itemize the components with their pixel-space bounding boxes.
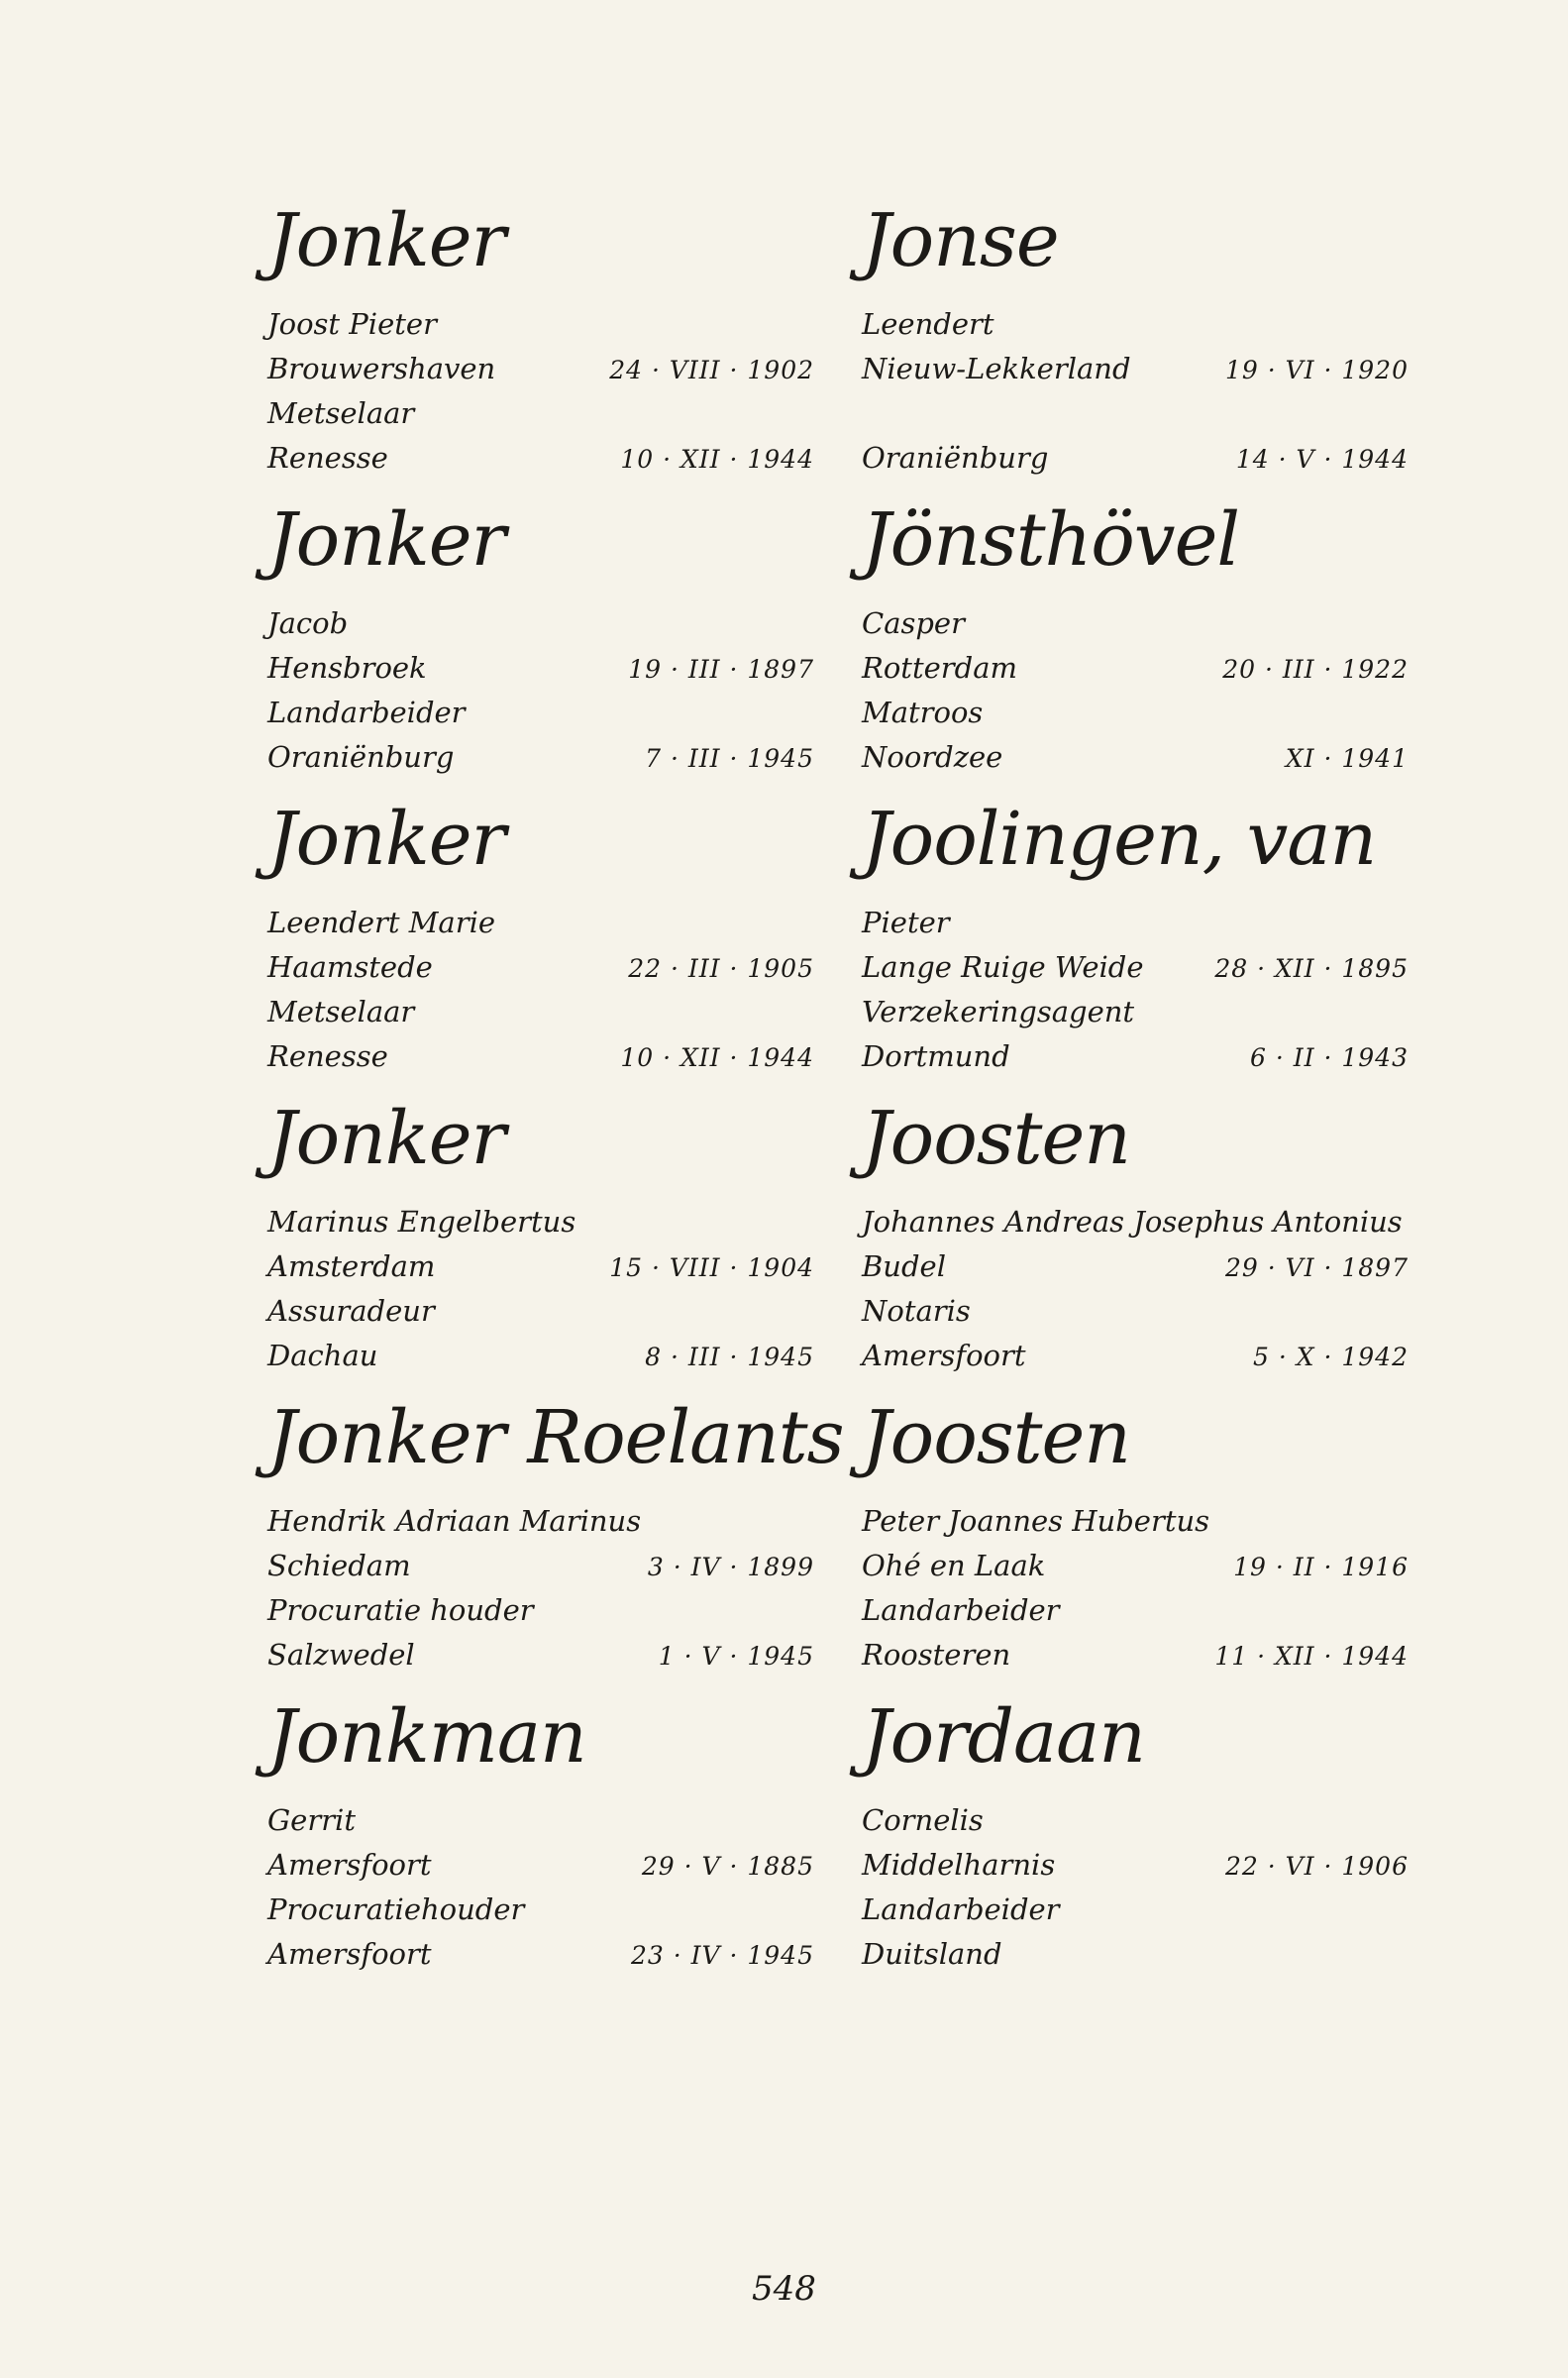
entry-given-names: Leendert [862, 307, 994, 341]
entry-birth-place: Budel [862, 1249, 946, 1283]
entry-occupation: Metselaar [267, 396, 415, 430]
entry-death-date: 11 · XII · 1944 [1214, 1642, 1409, 1671]
entry-death-date: 14 · V · 1944 [1235, 445, 1409, 474]
entry-occupation: Landarbeider [267, 696, 466, 729]
entry-birth-place: Haamstede [267, 950, 433, 984]
entry-given-names-row [267, 901, 822, 945]
entry-death-date: 23 · IV · 1945 [630, 1941, 814, 1970]
entry-death-place: Salzwedel [267, 1638, 415, 1672]
entry-death-row [862, 1334, 1416, 1378]
entry-death-date: XI · 1941 [1285, 744, 1409, 773]
entry-birth-place: Schiedam [267, 1549, 411, 1582]
entry-given-names-row [267, 1798, 822, 1843]
entry-occupation-row [862, 1888, 1416, 1932]
entry-death-date: 6 · II · 1943 [1250, 1043, 1409, 1072]
entry-death-row [862, 1932, 1416, 1977]
entry-surname: Jonker Roelants [267, 1395, 844, 1480]
register-entry [862, 193, 1416, 492]
entry-occupation: Matroos [862, 696, 984, 729]
entry-death-row [267, 735, 822, 780]
entry-surname: Jonker [267, 198, 505, 283]
entry-birth-date: 29 · V · 1885 [641, 1852, 814, 1881]
entry-occupation-row [862, 1588, 1416, 1633]
entry-birth-place: Brouwershaven [267, 352, 496, 385]
entry-death-row [862, 1034, 1416, 1079]
entry-death-row [267, 1334, 822, 1378]
entry-occupation-row [267, 1289, 822, 1334]
entry-occupation: Procuratiehouder [267, 1892, 525, 1926]
entry-death-place: Oraniënburg [862, 441, 1049, 475]
entry-given-names: Marinus Engelbertus [267, 1205, 576, 1239]
entry-surname: Joosten [862, 1096, 1130, 1181]
register-entry [862, 1091, 1416, 1390]
entry-death-place: Dortmund [862, 1039, 1010, 1073]
entry-death-date: 10 · XII · 1944 [620, 445, 814, 474]
entry-birth-row [267, 1843, 822, 1888]
entry-birth-place: Ohé en Laak [862, 1549, 1046, 1582]
entry-given-names: Casper [862, 606, 965, 640]
entry-death-place: Renesse [267, 1039, 388, 1073]
entry-birth-date: 19 · VI · 1920 [1224, 356, 1409, 384]
entry-birth-place: Amsterdam [267, 1249, 436, 1283]
entry-occupation-row [862, 1289, 1416, 1334]
entry-given-names-row [862, 601, 1416, 646]
register-entry [267, 1390, 844, 1689]
entry-occupation-row [862, 990, 1416, 1034]
entry-occupation: Assuradeur [267, 1294, 435, 1328]
entry-death-row [862, 436, 1416, 481]
register-entry [862, 1390, 1416, 1689]
entry-birth-place: Hensbroek [267, 651, 427, 685]
entry-birth-row [267, 1544, 822, 1588]
entry-given-names: Pieter [862, 906, 950, 939]
entry-given-names: Cornelis [862, 1803, 984, 1837]
entry-death-place: Amersfoort [862, 1339, 1026, 1372]
entry-death-place: Oraniënburg [267, 740, 455, 774]
entry-given-names-row [862, 1200, 1416, 1244]
entry-occupation-row [267, 1888, 822, 1932]
register-entry [267, 1091, 822, 1390]
entry-given-names: Gerrit [267, 1803, 356, 1837]
entry-death-place: Dachau [267, 1339, 378, 1372]
entry-birth-row [267, 347, 822, 391]
entry-occupation: Notaris [862, 1294, 971, 1328]
entry-given-names: Joost Pieter [267, 307, 437, 341]
entry-birth-date: 28 · XII · 1895 [1214, 954, 1409, 983]
register-entry [267, 492, 822, 792]
entry-surname: Joolingen, van [862, 797, 1377, 882]
entry-death-place: Renesse [267, 441, 388, 475]
entry-surname: Jönsthövel [862, 497, 1240, 583]
entry-birth-date: 24 · VIII · 1902 [609, 356, 814, 384]
entry-given-names-row [862, 1798, 1416, 1843]
entry-given-names: Jacob [267, 606, 349, 640]
entry-death-place: Roosteren [862, 1638, 1011, 1672]
entry-occupation-row [862, 391, 1416, 436]
entry-birth-row [267, 646, 822, 691]
entry-surname: Jonker [267, 797, 505, 882]
entry-birth-date: 19 · III · 1897 [628, 655, 814, 684]
entry-birth-row [862, 1843, 1416, 1888]
entry-death-row [862, 735, 1416, 780]
entry-given-names-row [267, 601, 822, 646]
register-entry [267, 1689, 822, 1989]
entry-death-row [267, 1034, 822, 1079]
entry-birth-date: 19 · II · 1916 [1233, 1553, 1409, 1581]
entry-death-row [862, 1633, 1416, 1677]
entry-given-names-row [267, 1200, 822, 1244]
entry-birth-date: 3 · IV · 1899 [647, 1553, 814, 1581]
entry-given-names: Hendrik Adriaan Marinus [267, 1504, 642, 1538]
entry-death-row [267, 436, 822, 481]
register-entry [862, 792, 1416, 1091]
entry-occupation-row [267, 990, 822, 1034]
entry-surname: Joosten [862, 1395, 1130, 1480]
entry-occupation: Verzekeringsagent [862, 995, 1135, 1028]
entry-occupation-row [267, 691, 822, 735]
entry-death-date: 7 · III · 1945 [645, 744, 814, 773]
entry-death-date: 1 · V · 1945 [658, 1642, 814, 1671]
entry-birth-row [862, 347, 1416, 391]
entry-birth-date: 29 · VI · 1897 [1224, 1253, 1409, 1282]
entry-birth-place: Rotterdam [862, 651, 1017, 685]
entry-birth-row [862, 1544, 1416, 1588]
entry-surname: Jonker [267, 1096, 505, 1181]
right-column [862, 193, 1416, 1989]
entry-death-place: Noordzee [862, 740, 1003, 774]
entry-birth-date: 22 · VI · 1906 [1224, 1852, 1409, 1881]
left-column [267, 193, 844, 1989]
entry-birth-place: Amersfoort [267, 1848, 432, 1882]
entry-surname: Jonse [862, 198, 1059, 283]
entry-birth-row [862, 646, 1416, 691]
entry-occupation: Metselaar [267, 995, 415, 1028]
entry-given-names: Johannes Andreas Josephus Antonius [862, 1205, 1403, 1239]
entry-birth-place: Middelharnis [862, 1848, 1056, 1882]
register-entry [862, 1689, 1416, 1989]
entry-birth-date: 20 · III · 1922 [1222, 655, 1409, 684]
entry-birth-row [267, 1244, 822, 1289]
entry-death-place: Duitsland [862, 1937, 1002, 1971]
entry-given-names: Peter Joannes Hubertus [862, 1504, 1210, 1538]
entry-birth-place: Lange Ruige Weide [862, 950, 1144, 984]
entry-birth-row [862, 1244, 1416, 1289]
register-entry [267, 193, 822, 492]
entry-birth-row [267, 945, 822, 990]
entry-death-date: 8 · III · 1945 [645, 1343, 814, 1371]
entry-given-names-row [862, 1499, 1416, 1544]
entry-birth-place: Nieuw-Lekkerland [862, 352, 1131, 385]
entry-death-date: 10 · XII · 1944 [620, 1043, 814, 1072]
entry-occupation-row [267, 1588, 822, 1633]
entry-birth-row [862, 945, 1416, 990]
entry-given-names: Leendert Marie [267, 906, 496, 939]
entry-given-names-row [267, 1499, 822, 1544]
entry-surname: Jonker [267, 497, 505, 583]
entry-death-row [267, 1932, 822, 1977]
entry-surname: Jonkman [267, 1694, 586, 1780]
entry-birth-date: 22 · III · 1905 [628, 954, 814, 983]
entry-death-place: Amersfoort [267, 1937, 432, 1971]
entry-occupation: Landarbeider [862, 1892, 1060, 1926]
entry-given-names-row [862, 901, 1416, 945]
entry-given-names-row [267, 302, 822, 347]
page-number: 548 [752, 2269, 816, 2309]
register-entry [862, 492, 1416, 792]
entry-occupation: Landarbeider [862, 1593, 1060, 1627]
entry-surname: Jordaan [862, 1694, 1145, 1780]
entry-occupation-row [862, 691, 1416, 735]
entry-occupation: Procuratie houder [267, 1593, 534, 1627]
entry-death-row [267, 1633, 822, 1677]
entry-given-names-row [862, 302, 1416, 347]
entry-occupation-row [267, 391, 822, 436]
entry-birth-date: 15 · VIII · 1904 [609, 1253, 814, 1282]
register-entry [267, 792, 822, 1091]
entry-death-date: 5 · X · 1942 [1252, 1343, 1409, 1371]
